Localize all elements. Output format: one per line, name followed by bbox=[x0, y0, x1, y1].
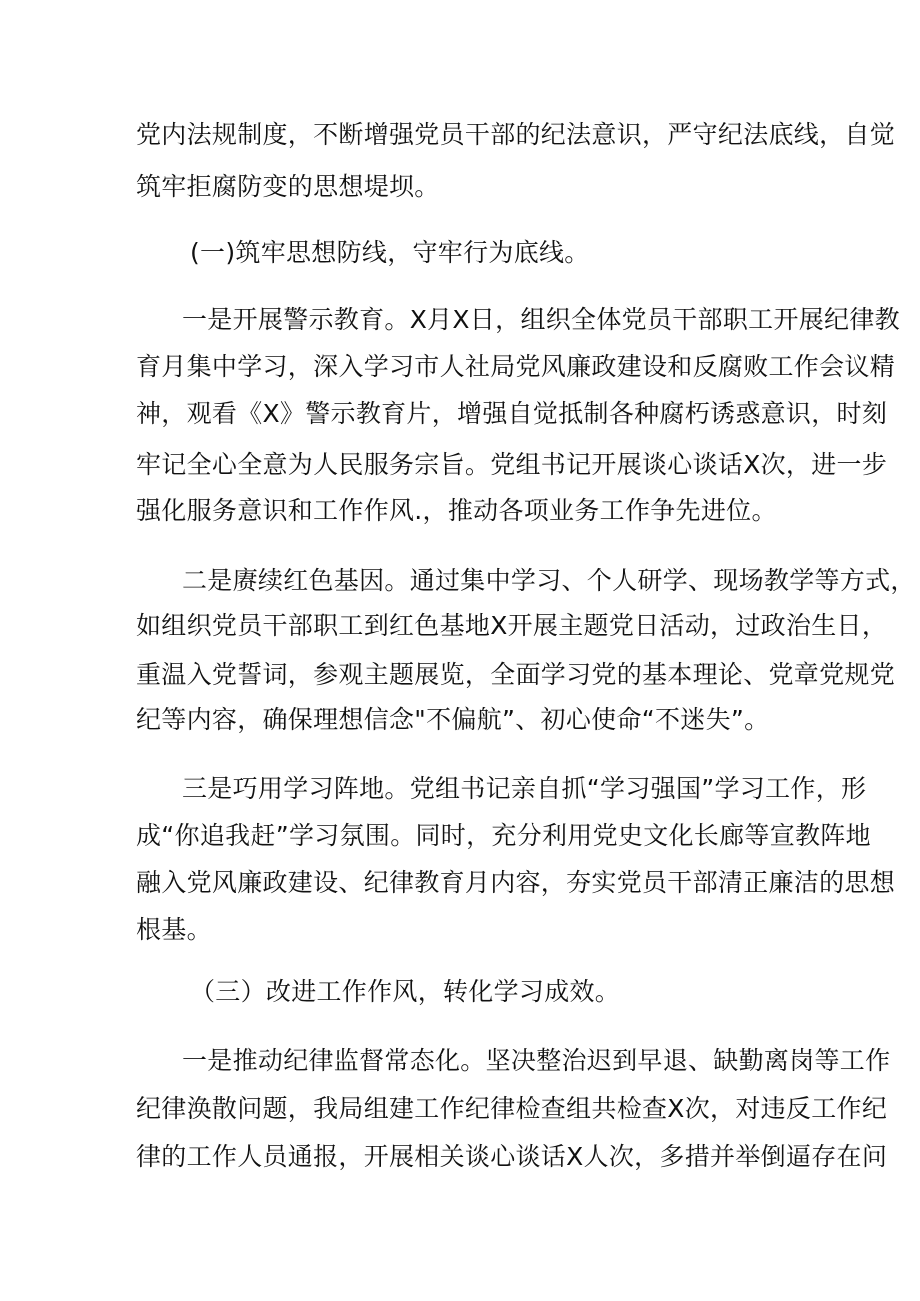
body-text-line: 如组织党员干部职工到红色基地X开展主题党日活动，过政治生日， bbox=[136, 611, 888, 640]
section-heading: （三）改进工作作风，转化学习成效。 bbox=[190, 977, 621, 1006]
section-heading: (一)筑牢思想防线，守牢行为底线。 bbox=[190, 238, 590, 267]
body-text-line: 重温入党誓词，参观主题展览，全面学习党的基本理论、党章党规党 bbox=[136, 660, 896, 689]
body-text-line: 根基。 bbox=[136, 915, 212, 944]
body-text-line: 强化服务意识和工作作风.，推动各项业务工作争先进位。 bbox=[136, 496, 777, 525]
body-text-line: 融入党风廉政建设、纪律教育月内容，夯实党员干部清正廉洁的思想 bbox=[136, 868, 896, 897]
body-text-line: 纪律涣散问题，我局组建工作纪律检查组共检查X次，对违反工作纪 bbox=[136, 1094, 888, 1123]
paragraph-first-line: 一是开展警示教育。X月X日，组织全体党员干部职工开展纪律教 bbox=[182, 305, 900, 334]
body-text-line: 筑牢拒腐防变的思想堤坝。 bbox=[136, 172, 440, 201]
body-text-line: 牢记全心全意为人民服务宗旨。党组书记开展谈心谈话X次，进一步 bbox=[136, 450, 888, 479]
body-text-line: 党内法规制度，不断增强党员干部的纪法意识，严守纪法底线，自觉 bbox=[136, 120, 896, 149]
body-text-line: 育月集中学习，深入学习市人社局党风廉政建设和反腐败工作会议精 bbox=[136, 352, 896, 381]
body-text-line: 纪等内容，确保理想信念"不偏航”、初心使命“不迷失”。 bbox=[136, 705, 770, 734]
paragraph-first-line: 三是巧用学习阵地。党组书记亲自抓“学习强国”学习工作，形 bbox=[182, 774, 867, 803]
body-text-line: 律的工作人员通报，开展相关谈心谈话X人次，多措并举倒逼存在问 bbox=[136, 1142, 888, 1171]
body-text-line: 成“你追我赶”学习氛围。同时，充分利用党史文化长廊等宣教阵地 bbox=[136, 821, 871, 850]
paragraph-first-line: 二是赓续红色基因。通过集中学习、个人研学、现场教学等方式， bbox=[182, 566, 916, 595]
paragraph-first-line: 一是推动纪律监督常态化。坚决整治迟到早退、缺勤离岗等工作 bbox=[182, 1046, 891, 1075]
body-text-line: 神，观看《X》警示教育片，增强自觉抵制各种腐朽诱惑意识，时刻 bbox=[136, 399, 888, 428]
